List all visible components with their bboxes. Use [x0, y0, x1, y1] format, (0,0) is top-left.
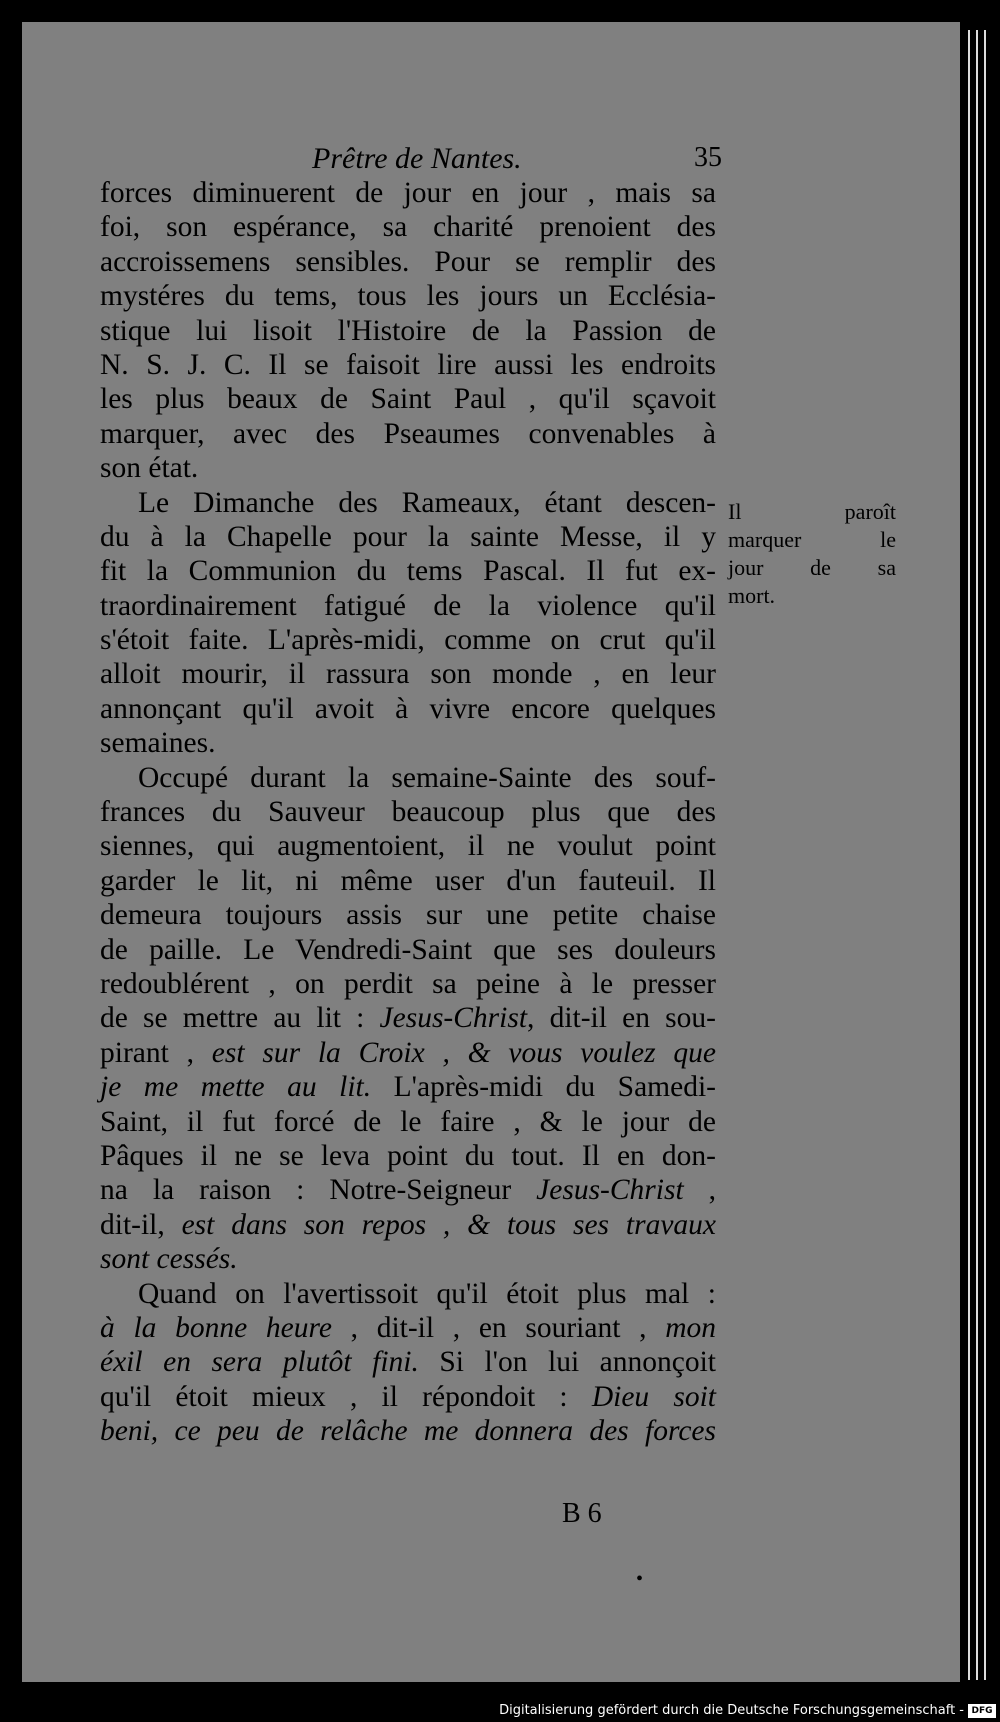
- margin-note-line: marquer le: [728, 527, 896, 552]
- text-line: éxil en sera plutôt fini. Si l'on lui annonçoit: [100, 1346, 716, 1379]
- text-line: foi, son espérance, sa charité prenoient des: [100, 211, 716, 244]
- text-line: les plus beaux de Saint Paul , qu'il sçavoit: [100, 383, 716, 416]
- margin-note-line: mort.: [728, 583, 776, 608]
- body-text: [100, 176, 716, 1448]
- text-line: stique lui lisoit l'Histoire de la Passion de: [100, 314, 716, 347]
- text-line: s'étoit faite. L'après-midi, comme on crut qu'il: [100, 624, 716, 657]
- text-line: garder le lit, ni même user d'un fauteuil. Il: [100, 864, 716, 897]
- text-line: mystéres du tems, tous les jours un Ecclésia-: [100, 280, 716, 313]
- ink-dot: •: [636, 1568, 644, 1590]
- text-line: Saint, il fut forcé de le faire , & le jour de: [100, 1105, 716, 1138]
- digitization-footer: [0, 1700, 1000, 1722]
- text-line: alloit mourir, il rassura son monde , en leur: [100, 658, 716, 691]
- text-line: fit la Communion du tems Pascal. Il fut ex-: [100, 555, 716, 588]
- text-line: demeura toujours assis sur une petite chaise: [100, 899, 716, 932]
- text-line: frances du Sauveur beaucoup plus que des: [100, 796, 716, 829]
- text-line: son état.: [100, 452, 199, 485]
- text-line: qu'il étoit mieux , il répondoit : Dieu soit: [100, 1380, 716, 1413]
- running-header: [312, 142, 722, 176]
- text-line: beni, ce peu de relâche me donnera des forces: [100, 1415, 716, 1448]
- text-line: de se mettre au lit : Jesus-Christ, dit-il en sou-: [100, 1002, 716, 1035]
- text-line: Le Dimanche des Rameaux, étant descen-: [138, 486, 716, 519]
- margin-note-line: Il paroît: [728, 499, 896, 524]
- text-line: sont cessés.: [100, 1243, 238, 1276]
- text-line: N. S. J. C. Il se faisoit lire aussi les endroits: [100, 348, 716, 381]
- text-line: accroissemens sensibles. Pour se remplir des: [100, 245, 716, 278]
- text-line: du à la Chapelle pour la sainte Messe, il y: [100, 520, 716, 553]
- text-line: forces diminuerent de jour en jour , mais sa: [100, 177, 716, 209]
- text-line: annonçant qu'il avoit à vivre encore quelques: [100, 692, 716, 725]
- text-line: na la raison : Notre-Seigneur Jesus-Christ ,: [100, 1174, 717, 1207]
- running-title: Prêtre de Nantes.: [312, 142, 522, 175]
- text-line: traordinairement fatigué de la violence qu'il: [100, 589, 716, 622]
- footer-text: Digitalisierung gefördert durch die Deutsche Forschungsgemeinschaft -: [499, 1703, 964, 1718]
- text-line: siennes, qui augmentoient, il ne voulut point: [100, 830, 716, 863]
- dfg-logo: DFG: [968, 1704, 996, 1718]
- margin-note-line: jour de sa: [728, 555, 896, 580]
- margin-note: [728, 498, 896, 610]
- text-line: de paille. Le Vendredi-Saint que ses douleurs: [100, 933, 716, 966]
- text-line: je me mette au lit. L'après-midi du Samedi-: [100, 1071, 716, 1104]
- text-line: semaines.: [100, 727, 216, 760]
- text-line: Occupé durant la semaine-Sainte des souf-: [138, 761, 716, 794]
- text-line: redoublérent , on perdit sa peine à le presser: [100, 967, 716, 1000]
- text-line: dit-il, est dans son repos , & tous ses travaux: [100, 1208, 717, 1241]
- text-line: marquer, avec des Pseaumes convenables à: [100, 417, 716, 450]
- signature-mark: B 6: [562, 1498, 602, 1529]
- text-line: pirant , est sur la Croix , & vous voulez que: [100, 1036, 716, 1069]
- text-line: à la bonne heure , dit-il , en souriant , mon: [100, 1311, 716, 1344]
- text-line: Pâques il ne se leva point du tout. Il en don-: [100, 1139, 716, 1172]
- text-line: Quand on l'avertissoit qu'il étoit plus mal :: [138, 1277, 716, 1310]
- binding-gutter: [960, 30, 1000, 1680]
- page-number: 35: [694, 142, 722, 173]
